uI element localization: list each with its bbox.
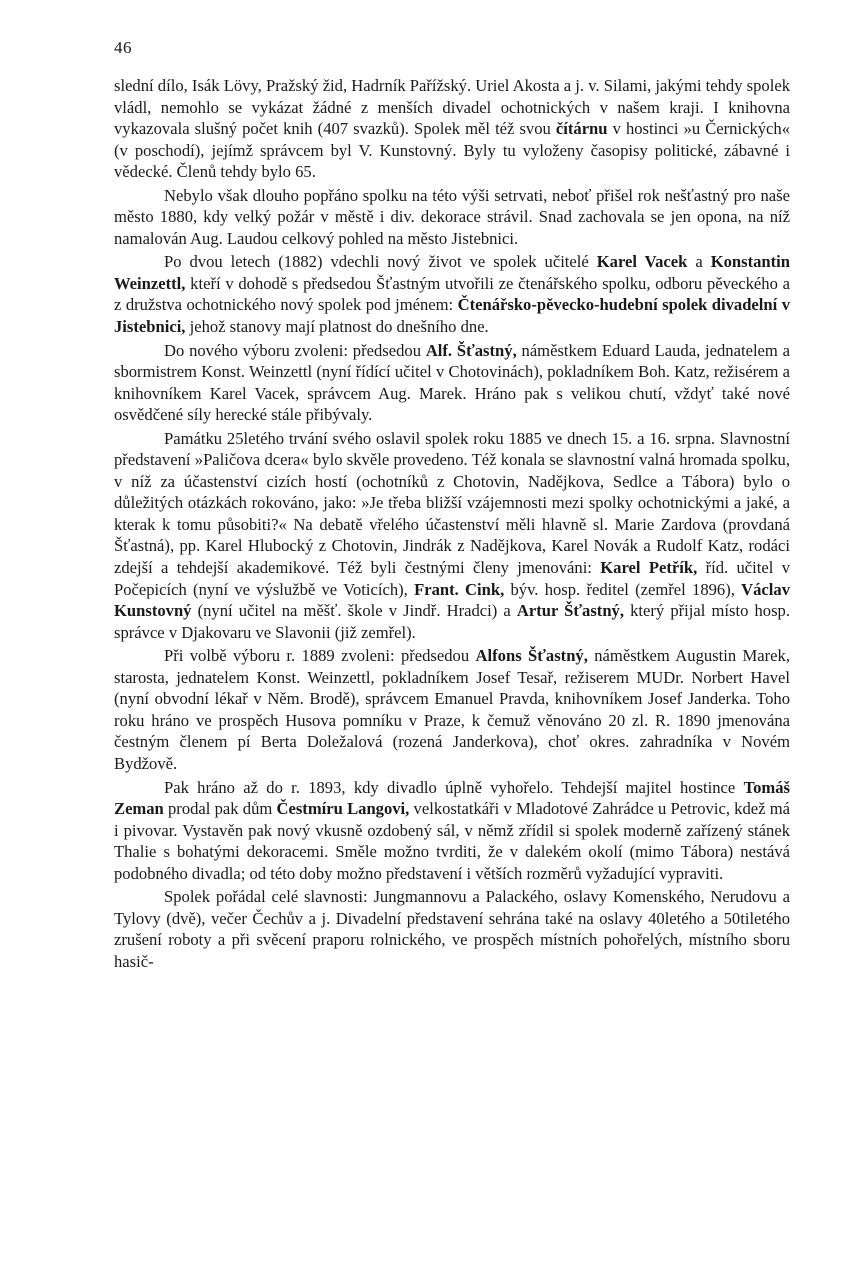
bold-name: Karel Vacek — [596, 252, 688, 272]
bold-name: Čtenářsko-pěvecko-hudební spolek divadelní v Jistebnici, — [114, 295, 790, 337]
paragraph — [114, 645, 790, 774]
text-run: náměstkem Augustin Marek, starosta, jednatelem Konst. Weinzettl, pokladníkem Josef Tesař, režiserem MUDr. Norbert Havel (nyní obvodní lékař v Něm. Brodě), správcem Emanuel Pravda, knihovníkem Josef Janderka. Toho roku hráno ve prospěch Husova pomníku v Praze, k čemuž věnováno 20 zl. R. 1890 jmenována čestným členem pí Berta Doležalová (rozená Janderkova), choť okres. zahradníka v Novém Bydžově. — [114, 646, 790, 773]
paragraph — [114, 340, 790, 426]
bold-name: Artur Šťastný, — [516, 601, 625, 621]
text-run: kteří v dohodě s předsedou Šťastným utvořili ze čtenářského spolku, odboru pěveckého a z družstva ochotnického nový spolek pod jménem: — [114, 273, 790, 315]
text-run: Do nového výboru zvoleni: předsedou — [164, 340, 426, 360]
paragraph — [114, 185, 790, 250]
page-number: 46 — [114, 38, 132, 57]
text-run: říd. učitel v Počepicích (nyní ve výslužbě ve Voticích), — [114, 558, 790, 599]
bold-name: Tomáš Zeman — [114, 777, 790, 819]
text-run: který přijal místo hosp. správce v Djakovaru ve Slavonii (již zemřel). — [114, 601, 790, 642]
paragraph — [114, 777, 790, 885]
text-run: a — [687, 252, 711, 272]
bold-name: Alf. Šťastný, — [425, 340, 517, 360]
text-run: v hostinci »u Černických« (v poschodí), jejímž správcem byl V. Kunstovný. Byly tu vyloženy časopisy politické, zábavné i vědecké. Členů tehdy bylo 65. — [114, 119, 790, 182]
paragraph — [114, 886, 790, 972]
text-run: Při volbě výboru r. 1889 zvoleni: předsedou — [164, 646, 476, 666]
text-run: velkostatkáři v Mladotové Zahrádce u Petrovic, kdež má i pivovar. Vystavěn pak nový vkusně ozdobený sál, v němž zřídil si spolek moderně zařízený stánek Thalie s bohatými dekoracemi. Směle možno tvrditi, že v dalekém okolí (mimo Tábora) nestává podobného divadla; od této doby možno představení i větších rozměrů vyžadující vypraviti. — [114, 799, 790, 883]
paragraph — [114, 251, 790, 337]
text-run: Spolek pořádal celé slavnosti: Jungmannovu a Palackého, oslavy Komenského, Nerudovu a Tylovy (dvě), večer Čechův a j. Divadelní představení sehrána také na oslavy 40letého a 50tiletého zrušení roboty a při svěcení praporu rolnického, ve prospěch místních pohořelých, místního sboru hasič- — [114, 887, 790, 971]
bold-name: Konstantin Weinzettl, — [114, 252, 791, 293]
text-run: býv. hosp. ředitel (zemřel 1896), — [504, 579, 742, 599]
text-run: náměstkem Eduard Lauda, jednatelem a sbormistrem Konst. Weinzettl (nyní řídící učitel v Chotovinách), pokladníkem Boh. Katz, režisérem a knihovníkem Karel Vacek, správcem Aug. Marek. Hráno pak s velikou chutí, vždyť také nové osvědčené síly herecké stále přibývaly. — [114, 340, 790, 425]
bold-name: Václav Kunstovný — [114, 579, 791, 621]
text-run: Pak hráno až do r. 1893, kdy divadlo úplně vyhořelo. Tehdejší majitel hostince — [164, 777, 744, 797]
bold-name: Frant. Cink, — [414, 579, 505, 599]
bold-name: Karel Petřík, — [600, 558, 698, 578]
text-run: Památku 25letého trvání svého oslavil spolek roku 1885 ve dnech 15. a 16. srpna. Slavnostní představení »Paličova dcera« bylo skvěle provedeno. Též konala se slavnostní valná hromada spolku, v níž za účastenství cizích hostí (ochotníků z Chotovin, Nadějkova, Sedlce a Tábora) bylo o důležitých otázkách rokováno, jako: »Je třeba bližší vzájemnosti mezi spolky ochotnickými a jaké, a kterak k tomu působiti?« Na debatě vřelého účastenství měli hlavně sl. Marie Zardova (provdaná Šťastná), pp. Karel Hlubocký z Chotovin, Jindrák z Nadějkova, Karel Novák a Rudolf Katz, rodáci zdejší a tehdejší akademikové. Též byli čestnými členy jmenováni: — [114, 428, 790, 578]
text-run: prodal pak dům — [163, 799, 277, 819]
text-run: Po dvou letech (1882) vdechli nový život ve spolek učitelé — [164, 252, 597, 272]
text-run: jehož stanovy mají platnost do dnešního dne. — [185, 317, 489, 337]
bold-name: Alfons Šťastný, — [475, 646, 588, 666]
text-run: (nyní učitel na měšť. škole v Jindř. Hradci) a — [191, 601, 517, 621]
text-run: slední dílo, Isák Lövy, Pražský žid, Hadrník Pařížský. Uriel Akosta a j. v. Silami, jakými tehdy spolek vládl, nemohlo se vykázat žádné z menších divadel ochotnických v našem kraji. I knihovna vykazovala slušný počet knih (407 svazků). Spolek měl též svou — [114, 76, 790, 139]
bold-name: čítárnu — [555, 119, 608, 139]
paragraph — [114, 428, 790, 643]
body-text — [114, 75, 790, 972]
paragraph — [114, 75, 790, 183]
text-run: Nebylo však dlouho popřáno spolku na této výši setrvati, neboť přišel rok nešťastný pro naše město 1880, kdy velký požár v městě i div. dekorace strávil. Snad zachovala se jen opona, na níž namalován Aug. Laudou celkový pohled na město Jistebnici. — [114, 185, 790, 248]
bold-name: Čestmíru Langovi, — [276, 799, 410, 819]
